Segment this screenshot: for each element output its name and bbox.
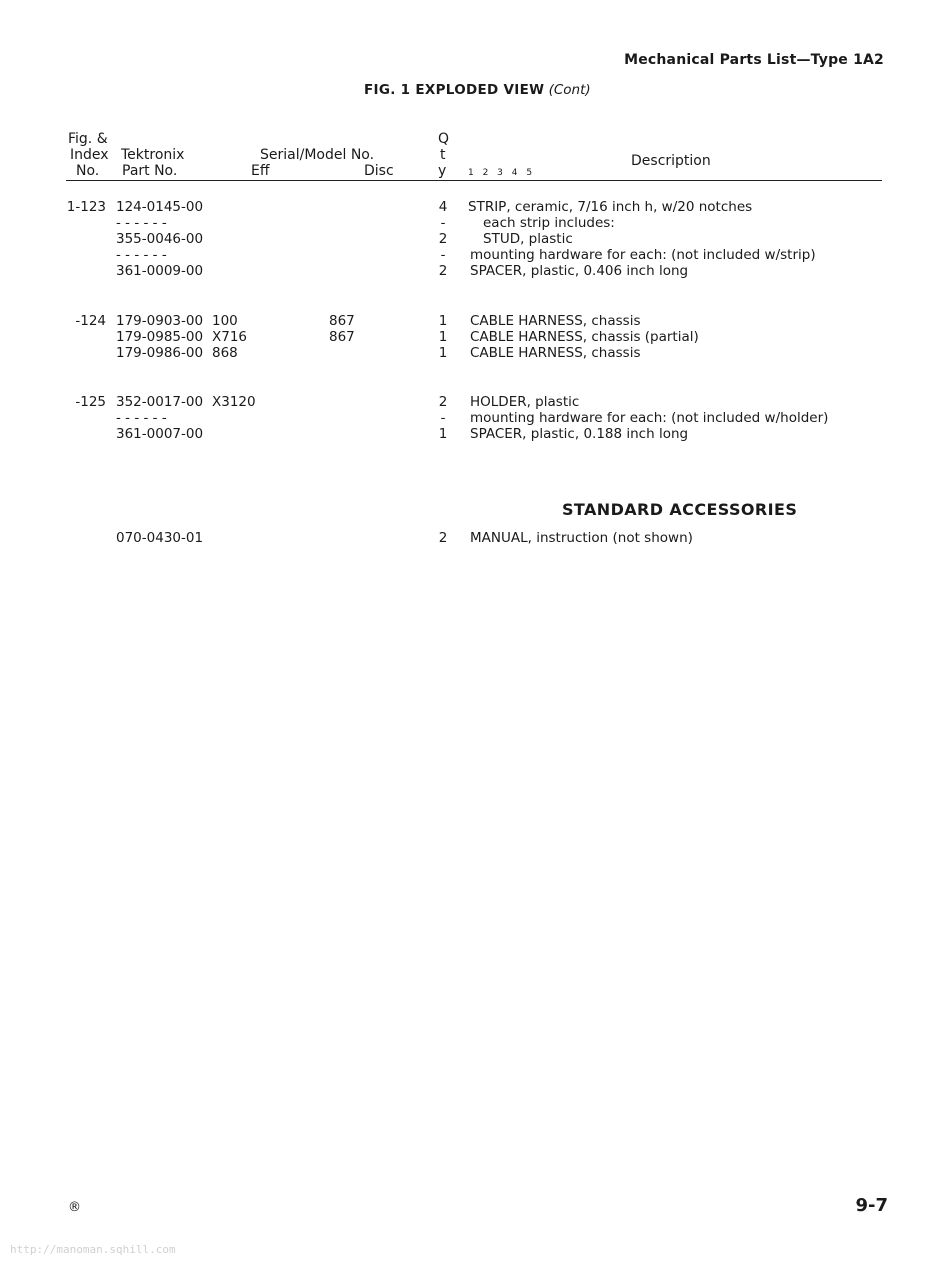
accessory-description: MANUAL, instruction (not shown) — [470, 530, 693, 546]
row-qty: - — [440, 410, 446, 426]
row-part-no: 355-0046-00 — [116, 231, 204, 247]
row-index: 1-123 — [66, 199, 106, 215]
row-disc: 867 — [329, 313, 355, 329]
row-part-no: - - - - - - — [116, 215, 167, 231]
row-description: mounting hardware for each: (not included w/strip) — [470, 247, 816, 263]
row-description: STRIP, ceramic, 7/16 inch h, w/20 notches — [468, 199, 753, 215]
col-qty-y: y — [438, 163, 447, 179]
row-description: mounting hardware for each: (not included w/holder) — [470, 410, 829, 426]
row-part-no: 361-0007-00 — [116, 426, 204, 442]
header-rule — [66, 180, 882, 181]
row-index: -124 — [75, 313, 106, 329]
row-part-no: 361-0009-00 — [116, 263, 204, 279]
row-part-no: - - - - - - — [116, 247, 167, 263]
col-part-line1: Tektronix — [121, 147, 185, 163]
row-description: HOLDER, plastic — [470, 394, 580, 410]
row-qty: 2 — [438, 394, 448, 410]
row-description: CABLE HARNESS, chassis — [470, 345, 641, 361]
watermark-url: http://manoman.sqhill.com — [10, 1243, 176, 1256]
row-disc: 867 — [329, 329, 355, 345]
figure-title-cont: (Cont) — [548, 82, 591, 98]
row-qty: 2 — [438, 231, 448, 247]
col-indent-numbers: 1 2 3 4 5 — [468, 168, 536, 178]
row-qty: - — [440, 215, 446, 231]
row-description: CABLE HARNESS, chassis — [470, 313, 641, 329]
row-qty: 1 — [438, 345, 448, 361]
row-qty: - — [440, 247, 446, 263]
col-disc: Disc — [364, 163, 394, 179]
col-fig-line2: Index — [70, 147, 109, 163]
row-part-no: 124-0145-00 — [116, 199, 204, 215]
row-eff: X3120 — [212, 394, 256, 410]
row-eff: X716 — [212, 329, 248, 345]
row-qty: 4 — [438, 199, 448, 215]
figure-title-main: FIG. 1 EXPLODED VIEW — [364, 82, 545, 98]
page-number: 9-7 — [855, 1195, 888, 1216]
accessory-qty: 2 — [438, 530, 448, 546]
row-qty: 1 — [438, 313, 448, 329]
row-index: -125 — [75, 394, 106, 410]
accessory-part-no: 070-0430-01 — [116, 530, 204, 546]
row-qty: 2 — [438, 263, 448, 279]
row-description: STUD, plastic — [483, 231, 573, 247]
col-qty-q: Q — [438, 131, 450, 147]
registered-mark-icon: ® — [68, 1200, 81, 1215]
col-description: Description — [631, 153, 711, 169]
col-qty-t: t — [440, 147, 446, 163]
standard-accessories-heading: STANDARD ACCESSORIES — [562, 500, 798, 519]
col-serial-model: Serial/Model No. — [260, 147, 375, 163]
row-description: SPACER, plastic, 0.406 inch long — [470, 263, 689, 279]
row-part-no: 352-0017-00 — [116, 394, 204, 410]
row-part-no: - - - - - - — [116, 410, 167, 426]
row-part-no: 179-0986-00 — [116, 345, 204, 361]
row-description: CABLE HARNESS, chassis (partial) — [470, 329, 699, 345]
page-header-title: Mechanical Parts List—Type 1A2 — [624, 52, 884, 68]
col-eff: Eff — [251, 163, 270, 179]
row-part-no: 179-0985-00 — [116, 329, 204, 345]
col-fig-line1: Fig. & — [68, 131, 108, 147]
col-fig-line3: No. — [76, 163, 100, 179]
row-eff: 100 — [212, 313, 238, 329]
row-part-no: 179-0903-00 — [116, 313, 204, 329]
figure-title — [364, 82, 591, 98]
row-description: each strip includes: — [483, 215, 615, 231]
row-description: SPACER, plastic, 0.188 inch long — [470, 426, 689, 442]
row-qty: 1 — [438, 426, 448, 442]
row-eff: 868 — [212, 345, 238, 361]
row-qty: 1 — [438, 329, 448, 345]
col-part-line2: Part No. — [122, 163, 178, 179]
